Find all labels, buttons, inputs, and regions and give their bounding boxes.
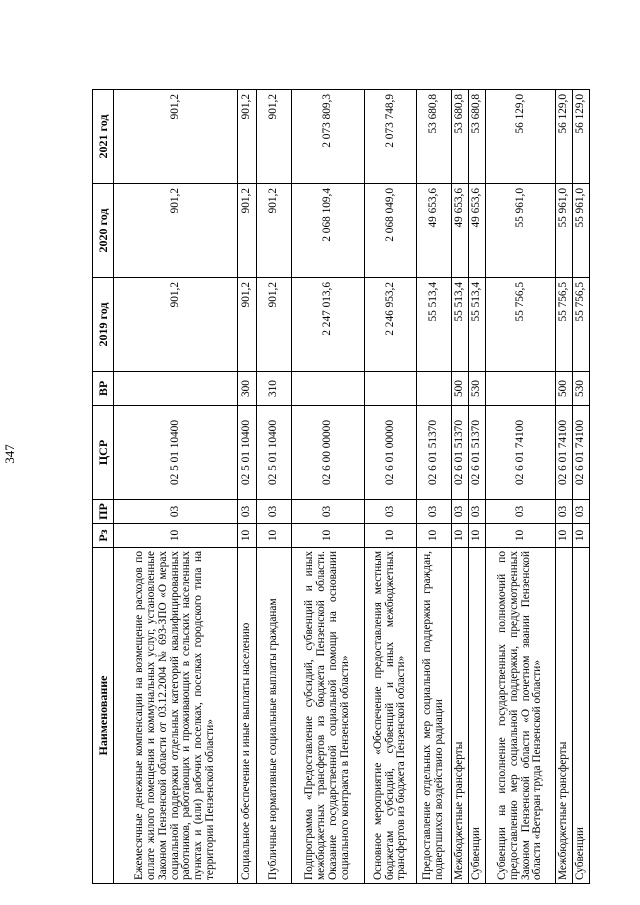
row-csr: 02 6 00 00000 bbox=[292, 406, 365, 500]
row-csr: 02 5 01 10400 bbox=[114, 406, 238, 500]
header-vr: ВР bbox=[93, 372, 114, 406]
row-2021: 56 129,0 bbox=[556, 90, 573, 184]
row-pr: 03 bbox=[114, 500, 238, 524]
row-rz: 10 bbox=[486, 524, 556, 548]
row-2021: 56 129,0 bbox=[573, 90, 590, 184]
row-2020: 2 068 049,0 bbox=[365, 184, 417, 278]
row-2019: 55 756,5 bbox=[486, 278, 556, 372]
table-row bbox=[257, 90, 292, 884]
row-2020: 55 961,0 bbox=[556, 184, 573, 278]
table-row bbox=[417, 90, 452, 884]
row-csr: 02 6 01 74100 bbox=[573, 406, 590, 500]
row-2021: 2 073 748,9 bbox=[365, 90, 417, 184]
row-pr: 03 bbox=[469, 500, 486, 524]
row-csr: 02 6 01 51370 bbox=[452, 406, 469, 500]
row-vr: 300 bbox=[238, 372, 257, 406]
row-pr: 03 bbox=[292, 500, 365, 524]
header-name: Наименование bbox=[93, 548, 114, 884]
row-pr: 03 bbox=[238, 500, 257, 524]
row-vr: 530 bbox=[573, 372, 590, 406]
row-2019: 2 246 953,2 bbox=[365, 278, 417, 372]
table-container bbox=[92, 90, 587, 884]
row-2021: 53 680,8 bbox=[452, 90, 469, 184]
row-name: Межбюджетные трансферты bbox=[556, 548, 573, 884]
row-csr: 02 6 01 51370 bbox=[469, 406, 486, 500]
row-2019: 901,2 bbox=[257, 278, 292, 372]
row-csr: 02 5 01 10400 bbox=[238, 406, 257, 500]
table-row bbox=[573, 90, 590, 884]
row-2021: 2 073 809,3 bbox=[292, 90, 365, 184]
table-row bbox=[556, 90, 573, 884]
header-csr: ЦСР bbox=[93, 406, 114, 500]
budget-table bbox=[92, 89, 590, 884]
row-vr bbox=[292, 372, 365, 406]
row-name: Субвенции bbox=[573, 548, 590, 884]
row-rz: 10 bbox=[292, 524, 365, 548]
header-row bbox=[93, 90, 114, 884]
header-2021: 2021 год bbox=[93, 90, 114, 184]
row-vr bbox=[365, 372, 417, 406]
row-rz: 10 bbox=[556, 524, 573, 548]
row-2019: 55 513,4 bbox=[417, 278, 452, 372]
row-rz: 10 bbox=[469, 524, 486, 548]
row-rz: 10 bbox=[452, 524, 469, 548]
row-pr: 03 bbox=[257, 500, 292, 524]
row-pr: 03 bbox=[417, 500, 452, 524]
row-name: Межбюджетные трансферты bbox=[452, 548, 469, 884]
header-2020: 2020 год bbox=[93, 184, 114, 278]
table-row bbox=[292, 90, 365, 884]
row-2021: 901,2 bbox=[257, 90, 292, 184]
row-rz: 10 bbox=[573, 524, 590, 548]
row-vr: 530 bbox=[469, 372, 486, 406]
table-row bbox=[238, 90, 257, 884]
row-2020: 901,2 bbox=[114, 184, 238, 278]
row-2020: 55 961,0 bbox=[486, 184, 556, 278]
row-csr: 02 6 01 74100 bbox=[486, 406, 556, 500]
row-name: Подпрограмма «Предоставление субсидий, субвенций и иных межбюджетных трансфертов из бюджета Пензенской области. Оказание государственной социальной помощи на основании социального контракта в Пензенской области» bbox=[292, 548, 365, 884]
row-name: Публичные нормативные социальные выплаты гражданам bbox=[257, 548, 292, 884]
row-2020: 49 653,6 bbox=[469, 184, 486, 278]
table-row bbox=[452, 90, 469, 884]
row-csr: 02 6 01 00000 bbox=[365, 406, 417, 500]
row-2021: 901,2 bbox=[238, 90, 257, 184]
row-rz: 10 bbox=[114, 524, 238, 548]
row-rz: 10 bbox=[365, 524, 417, 548]
row-vr bbox=[486, 372, 556, 406]
header-2019: 2019 год bbox=[93, 278, 114, 372]
row-rz: 10 bbox=[417, 524, 452, 548]
row-2019: 55 513,4 bbox=[452, 278, 469, 372]
row-2020: 901,2 bbox=[257, 184, 292, 278]
row-pr: 03 bbox=[573, 500, 590, 524]
row-2021: 53 680,8 bbox=[469, 90, 486, 184]
row-pr: 03 bbox=[365, 500, 417, 524]
row-2019: 2 247 013,6 bbox=[292, 278, 365, 372]
row-csr: 02 5 01 10400 bbox=[257, 406, 292, 500]
row-2019: 55 756,5 bbox=[556, 278, 573, 372]
row-name: Субвенции bbox=[469, 548, 486, 884]
table-row bbox=[365, 90, 417, 884]
row-2020: 49 653,6 bbox=[452, 184, 469, 278]
row-vr: 500 bbox=[452, 372, 469, 406]
row-2020: 901,2 bbox=[238, 184, 257, 278]
row-pr: 03 bbox=[486, 500, 556, 524]
row-pr: 03 bbox=[556, 500, 573, 524]
row-vr bbox=[417, 372, 452, 406]
header-rz: Рз bbox=[93, 524, 114, 548]
row-2020: 55 961,0 bbox=[573, 184, 590, 278]
row-vr: 500 bbox=[556, 372, 573, 406]
row-2020: 49 653,6 bbox=[417, 184, 452, 278]
row-rz: 10 bbox=[257, 524, 292, 548]
row-rz: 10 bbox=[238, 524, 257, 548]
row-csr: 02 6 01 51370 bbox=[417, 406, 452, 500]
row-2019: 55 756,5 bbox=[573, 278, 590, 372]
row-2021: 56 129,0 bbox=[486, 90, 556, 184]
header-pr: ПР bbox=[93, 500, 114, 524]
table-row bbox=[469, 90, 486, 884]
row-vr: 310 bbox=[257, 372, 292, 406]
table-row bbox=[114, 90, 238, 884]
page-number: 347 bbox=[2, 444, 17, 464]
row-2019: 901,2 bbox=[114, 278, 238, 372]
row-name: Ежемесячные денежные компенсации на возмещение расходов по оплате жилого помещения и коммунальных услуг, установленные Законом Пензенской области от 03.12.2004 № 693-ЗПО «О мерах социальной поддержки отдельных категорий квалифицированных работников, работающих и проживающих в сельских населенных пунктах и (или) рабочих поселках, поселках городского типа на территории Пензенской области» bbox=[114, 548, 238, 884]
row-name: Основное мероприятие «Обеспечение предоставления местным бюджетам субсидий, субвенций и иных межбюджетных трансфертов из бюджета Пензенской области» bbox=[365, 548, 417, 884]
table-row bbox=[486, 90, 556, 884]
row-2021: 53 680,8 bbox=[417, 90, 452, 184]
row-2019: 55 513,4 bbox=[469, 278, 486, 372]
row-name: Субвенции на исполнение государственных полномочий по предоставлению мер социальной поддержки, предусмотренных Законом Пензенской области «О почетном звании Пензенской области «Ветеран труда Пензенской области» bbox=[486, 548, 556, 884]
table-rotated-frame bbox=[92, 90, 587, 884]
row-csr: 02 6 01 74100 bbox=[556, 406, 573, 500]
row-2021: 901,2 bbox=[114, 90, 238, 184]
row-name: Предоставление отдельных мер социальной поддержки граждан, подвергшихся воздействию радиации bbox=[417, 548, 452, 884]
row-name: Социальное обеспечение и иные выплаты населению bbox=[238, 548, 257, 884]
row-2020: 2 068 109,4 bbox=[292, 184, 365, 278]
row-vr bbox=[114, 372, 238, 406]
row-2019: 901,2 bbox=[238, 278, 257, 372]
row-pr: 03 bbox=[452, 500, 469, 524]
